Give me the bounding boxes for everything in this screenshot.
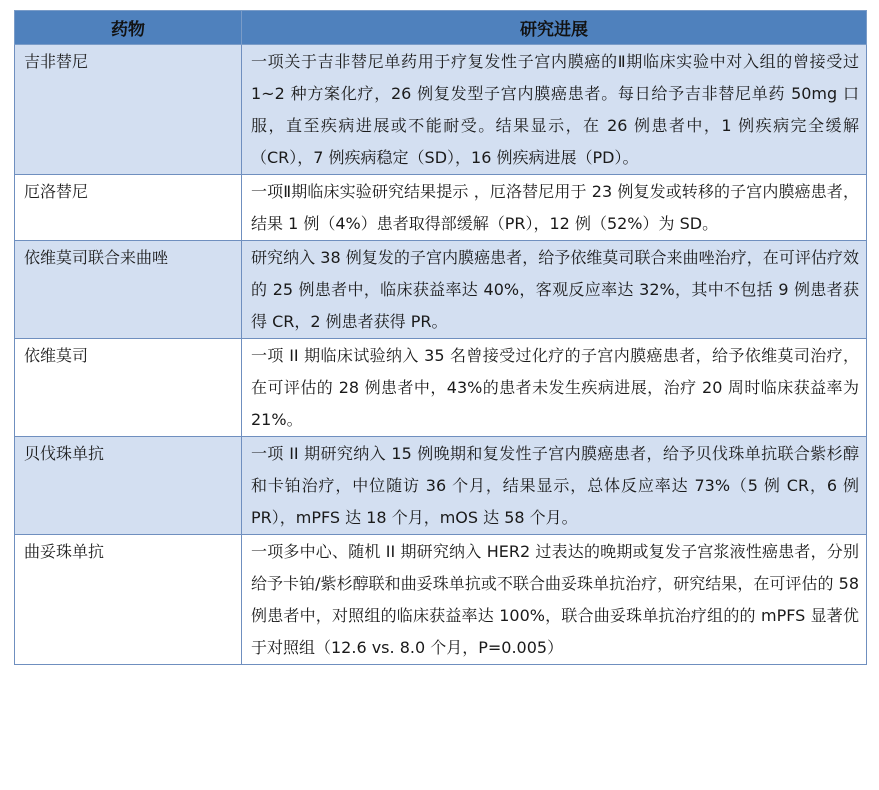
progress-cell: 一项Ⅱ期临床实验研究结果提示 ，厄洛替尼用于 23 例复发或转移的子宫内膜癌患者，结果 1 例（4%）患者取得部缓解（PR），12 例（52%）为 SD。 [242,175,867,241]
drug-cell: 依维莫司 [15,339,242,437]
header-progress: 研究进展 [242,11,867,45]
table-row [15,241,867,339]
progress-cell: 一项 II 期临床试验纳入 35 名曾接受过化疗的子宫内膜癌患者，给予依维莫司治疗，在可评估的 28 例患者中，43%的患者未发生疾病进展，治疗 20 周时临床获益率为 21%。 [242,339,867,437]
drug-cell: 依维莫司联合来曲唑 [15,241,242,339]
table-row [15,535,867,665]
drug-cell: 曲妥珠单抗 [15,535,242,665]
drug-cell: 厄洛替尼 [15,175,242,241]
table-row [15,175,867,241]
table-row [15,45,867,175]
table-header [15,11,867,45]
table-row [15,437,867,535]
progress-cell: 一项多中心、随机 II 期研究纳入 HER2 过表达的晚期或复发子宫浆液性癌患者，分别给予卡铂/紫杉醇联和曲妥珠单抗或不联合曲妥珠单抗治疗，研究结果，在可评估的 58 例患者中，对照组的临床获益率达 100%，联合曲妥珠单抗治疗组的的 mPFS 显著优于对照组（12.6 vs. 8.0 个月，P=0.005） [242,535,867,665]
table-row [15,339,867,437]
header-drug: 药物 [15,11,242,45]
progress-cell: 研究纳入 38 例复发的子宫内膜癌患者，给予依维莫司联合来曲唑治疗，在可评估疗效的 25 例患者中，临床获益率达 40%，客观反应率达 32%，其中不包括 9 例患者获得 CR，2 例患者获得 PR。 [242,241,867,339]
drug-cell: 贝伐珠单抗 [15,437,242,535]
progress-cell: 一项关于吉非替尼单药用于疗复发性子宫内膜癌的Ⅱ期临床实验中对入组的曾接受过 1~2 种方案化疗，26 例复发型子宫内膜癌患者。每日给予吉非替尼单药 50mg 口服，直至疾病进展或不能耐受。结果显示，在 26 例患者中，1 例疾病完全缓解（CR），7 例疾病稳定（SD），16 例疾病进展（PD）。 [242,45,867,175]
drug-cell: 吉非替尼 [15,45,242,175]
drug-research-table [14,10,867,665]
progress-cell: 一项 II 期研究纳入 15 例晚期和复发性子宫内膜癌患者，给予贝伐珠单抗联合紫杉醇和卡铂治疗，中位随访 36 个月，结果显示，总体反应率达 73%（5 例 CR，6 例 PR），mPFS 达 18 个月，mOS 达 58 个月。 [242,437,867,535]
